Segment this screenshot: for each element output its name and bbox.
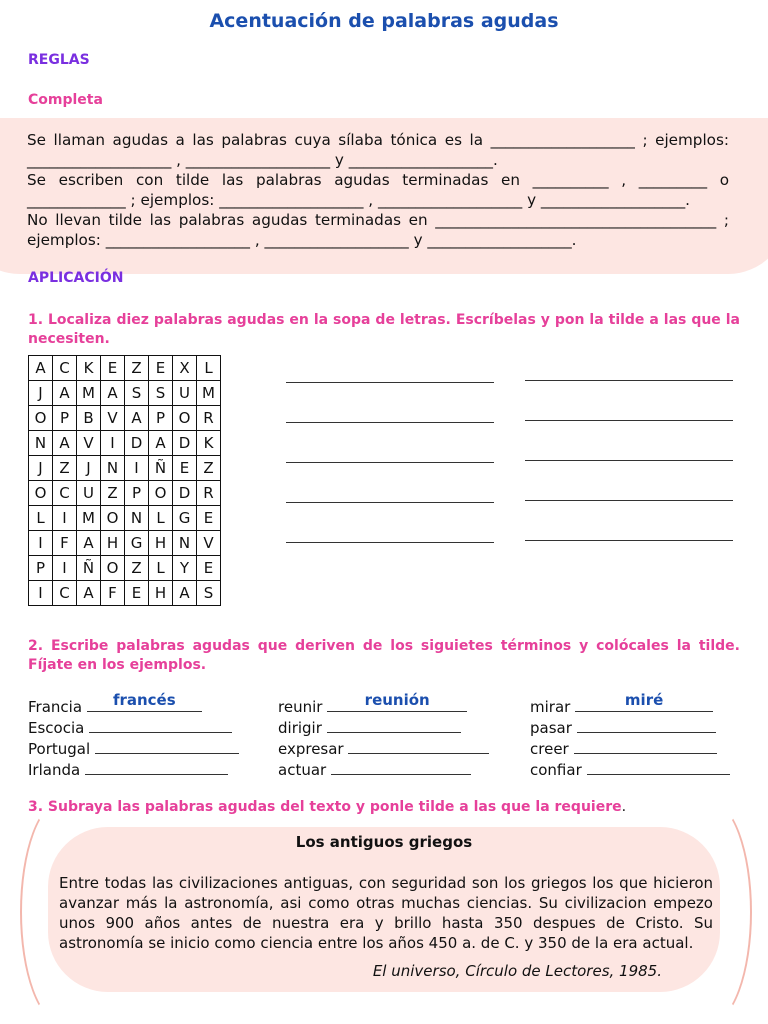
term: confiar <box>530 761 582 779</box>
word-search-row <box>29 481 221 506</box>
letter-cell[interactable]: C <box>53 581 77 606</box>
word-search-row <box>29 531 221 556</box>
answer-field[interactable] <box>575 691 713 712</box>
letter-cell[interactable]: A <box>77 581 101 606</box>
page-title: Acentuación de palabras agudas <box>209 10 559 32</box>
answer-value: francés <box>112 691 176 709</box>
letter-cell[interactable]: J <box>29 456 53 481</box>
answer-lines-left <box>286 382 494 543</box>
letter-cell[interactable]: O <box>29 481 53 506</box>
exercise-3-period: . <box>621 799 627 815</box>
answer-field[interactable] <box>574 739 717 754</box>
letter-cell[interactable]: Z <box>197 456 221 481</box>
letter-cell[interactable]: I <box>125 456 149 481</box>
letter-cell[interactable]: A <box>125 406 149 431</box>
answer-field[interactable] <box>95 739 239 754</box>
letter-cell[interactable]: D <box>173 431 197 456</box>
letter-cell[interactable]: Z <box>125 556 149 581</box>
answer-line[interactable] <box>525 460 733 461</box>
letter-cell[interactable]: O <box>101 506 125 531</box>
letter-cell[interactable]: P <box>29 556 53 581</box>
letter-cell[interactable]: H <box>149 581 173 606</box>
letter-cell[interactable]: K <box>197 431 221 456</box>
answer-field[interactable] <box>331 760 471 775</box>
letter-cell[interactable]: O <box>29 406 53 431</box>
answer-value: reunión <box>364 691 430 709</box>
letter-cell[interactable]: S <box>149 381 173 406</box>
rule-1: Se llaman agudas a las palabras cuya sílaba tónica es la ___________________ ; ejemplos: ___________________ , ___________________ y ___________________. <box>27 131 729 169</box>
word-search-row <box>29 506 221 531</box>
term: Francia <box>28 698 83 716</box>
letter-cell[interactable]: B <box>77 406 101 431</box>
word-search-grid <box>28 355 221 606</box>
rule-2: Se escriben con tilde las palabras agudas terminadas en __________ , _________ o _____________ ; ejemplos: ___________________ , ___________________ y ___________________. <box>27 171 729 209</box>
letter-cell[interactable]: I <box>29 581 53 606</box>
letter-cell[interactable]: C <box>53 481 77 506</box>
term: expresar <box>278 740 344 758</box>
answer-field[interactable] <box>89 718 232 733</box>
letter-cell[interactable]: S <box>125 381 149 406</box>
letter-cell[interactable]: V <box>101 406 125 431</box>
exercise-1-instruction: 1. Localiza diez palabras agudas en la sopa de letras. Escríbelas y pon la tilde a las que la necesiten. <box>28 312 740 347</box>
letter-cell[interactable]: C <box>53 356 77 381</box>
term: dirigir <box>278 719 322 737</box>
letter-cell[interactable]: D <box>125 431 149 456</box>
answer-line[interactable] <box>525 540 733 541</box>
letter-cell[interactable]: K <box>77 356 101 381</box>
reading-title: Los antiguos griegos <box>295 833 473 851</box>
answer-line[interactable] <box>286 462 494 463</box>
letter-cell[interactable]: L <box>197 356 221 381</box>
letter-cell[interactable]: H <box>149 531 173 556</box>
letter-cell[interactable]: L <box>29 506 53 531</box>
aplicacion-heading: APLICACIÓN <box>28 270 124 286</box>
letter-cell[interactable]: A <box>173 581 197 606</box>
derivation-item <box>278 739 489 758</box>
derivation-item <box>530 718 716 737</box>
letter-cell[interactable]: L <box>149 506 173 531</box>
letter-cell[interactable]: Z <box>125 356 149 381</box>
reading-body[interactable]: Entre todas las civilizaciones antiguas, con seguridad son los griegos los que hicieron avanzar más la astronomía, asi como otras muchas ciencias. Su civilizacion empezo unos 900 años antes de nuestra era y brillo hasta 350 despues de Cristo. Su astronomía se inicio como ciencia entre los años 450 a. de C. y 350 de la era actual. <box>59 874 713 952</box>
letter-cell[interactable]: O <box>149 481 173 506</box>
word-search-row <box>29 356 221 381</box>
letter-cell[interactable]: M <box>77 506 101 531</box>
answer-lines-right <box>525 380 733 541</box>
term: Irlanda <box>28 761 81 779</box>
derivation-item <box>530 760 730 779</box>
answer-line[interactable] <box>286 502 494 503</box>
word-search-row <box>29 556 221 581</box>
letter-cell[interactable]: M <box>77 381 101 406</box>
exercise-2-instruction: 2. Escribe palabras agudas que deriven de los siguietes términos y colócales la tilde. Fíjate en los ejemplos. <box>28 638 740 673</box>
letter-cell[interactable]: A <box>149 431 173 456</box>
term: reunir <box>278 698 323 716</box>
rule-3: No llevan tilde las palabras agudas terminadas en _____________________________________ ; ejemplos: ___________________ , ___________________ y ___________________. <box>27 211 729 249</box>
letter-cell[interactable]: H <box>101 531 125 556</box>
letter-cell[interactable]: Ñ <box>77 556 101 581</box>
exercise-3-instruction <box>28 798 740 817</box>
letter-cell[interactable]: A <box>53 381 77 406</box>
derivation-item <box>28 739 239 758</box>
word-search-row <box>29 581 221 606</box>
letter-cell[interactable]: Ñ <box>149 456 173 481</box>
term: Escocia <box>28 719 85 737</box>
letter-cell[interactable]: N <box>29 431 53 456</box>
answer-line[interactable] <box>286 422 494 423</box>
answer-value: miré <box>624 691 664 709</box>
letter-cell[interactable]: E <box>197 556 221 581</box>
derivation-item <box>530 691 713 716</box>
completa-heading: Completa <box>28 92 103 108</box>
letter-cell[interactable]: J <box>29 381 53 406</box>
letter-cell[interactable]: N <box>125 506 149 531</box>
letter-cell[interactable]: M <box>197 381 221 406</box>
letter-cell[interactable]: V <box>197 531 221 556</box>
letter-cell[interactable]: R <box>197 406 221 431</box>
answer-field[interactable] <box>87 691 202 712</box>
term: pasar <box>530 719 572 737</box>
word-search <box>28 355 221 606</box>
term: Portugal <box>28 740 91 758</box>
answer-field[interactable] <box>327 691 467 712</box>
letter-cell[interactable]: E <box>173 456 197 481</box>
letter-cell[interactable]: Z <box>53 456 77 481</box>
letter-cell[interactable]: I <box>53 556 77 581</box>
answer-line[interactable] <box>286 382 494 383</box>
letter-cell[interactable]: E <box>125 581 149 606</box>
letter-cell[interactable]: U <box>173 381 197 406</box>
letter-cell[interactable]: P <box>149 406 173 431</box>
derivation-item <box>28 691 202 716</box>
answer-field[interactable] <box>348 739 489 754</box>
letter-cell[interactable]: E <box>101 356 125 381</box>
letter-cell[interactable]: N <box>101 456 125 481</box>
answer-line[interactable] <box>525 420 733 421</box>
letter-cell[interactable]: X <box>173 356 197 381</box>
word-search-row <box>29 456 221 481</box>
letter-cell[interactable]: R <box>197 481 221 506</box>
letter-cell[interactable]: E <box>149 356 173 381</box>
letter-cell[interactable]: Z <box>101 481 125 506</box>
letter-cell[interactable]: J <box>77 456 101 481</box>
letter-cell[interactable]: A <box>77 531 101 556</box>
word-search-row <box>29 406 221 431</box>
letter-cell[interactable]: N <box>173 531 197 556</box>
answer-field[interactable] <box>327 718 461 733</box>
answer-line[interactable] <box>525 500 733 501</box>
letter-cell[interactable]: I <box>101 431 125 456</box>
letter-cell[interactable]: O <box>173 406 197 431</box>
letter-cell[interactable]: F <box>101 581 125 606</box>
letter-cell[interactable]: I <box>53 506 77 531</box>
derivation-item <box>28 760 228 779</box>
answer-line[interactable] <box>525 380 733 381</box>
letter-cell[interactable]: A <box>29 356 53 381</box>
letter-cell[interactable]: Y <box>173 556 197 581</box>
answer-line[interactable] <box>286 542 494 543</box>
word-search-row <box>29 381 221 406</box>
exercise-3-text: 3. Subraya las palabras agudas del texto y ponle tilde a las que la requiere <box>28 799 622 815</box>
letter-cell[interactable]: S <box>197 581 221 606</box>
term: actuar <box>278 761 327 779</box>
letter-cell[interactable]: A <box>101 381 125 406</box>
reglas-heading: REGLAS <box>28 52 90 68</box>
letter-cell[interactable]: F <box>53 531 77 556</box>
letter-cell[interactable]: E <box>197 506 221 531</box>
letter-cell[interactable]: V <box>77 431 101 456</box>
term: mirar <box>530 698 571 716</box>
letter-cell[interactable]: U <box>77 481 101 506</box>
letter-cell[interactable]: P <box>53 406 77 431</box>
letter-cell[interactable]: A <box>53 431 77 456</box>
answer-field[interactable] <box>577 718 716 733</box>
letter-cell[interactable]: D <box>173 481 197 506</box>
term: creer <box>530 740 569 758</box>
letter-cell[interactable]: P <box>125 481 149 506</box>
derivation-item <box>278 691 467 716</box>
reading-source: El universo, Círculo de Lectores, 1985. <box>372 962 662 980</box>
letter-cell[interactable]: G <box>125 531 149 556</box>
derivation-item <box>530 739 717 758</box>
letter-cell[interactable]: L <box>149 556 173 581</box>
answer-field[interactable] <box>587 760 730 775</box>
derivation-item <box>278 718 461 737</box>
rules-text <box>27 130 729 250</box>
derivation-item <box>278 760 471 779</box>
derivation-item <box>28 718 232 737</box>
letter-cell[interactable]: G <box>173 506 197 531</box>
answer-field[interactable] <box>85 760 228 775</box>
word-search-row <box>29 431 221 456</box>
letter-cell[interactable]: I <box>29 531 53 556</box>
letter-cell[interactable]: O <box>101 556 125 581</box>
